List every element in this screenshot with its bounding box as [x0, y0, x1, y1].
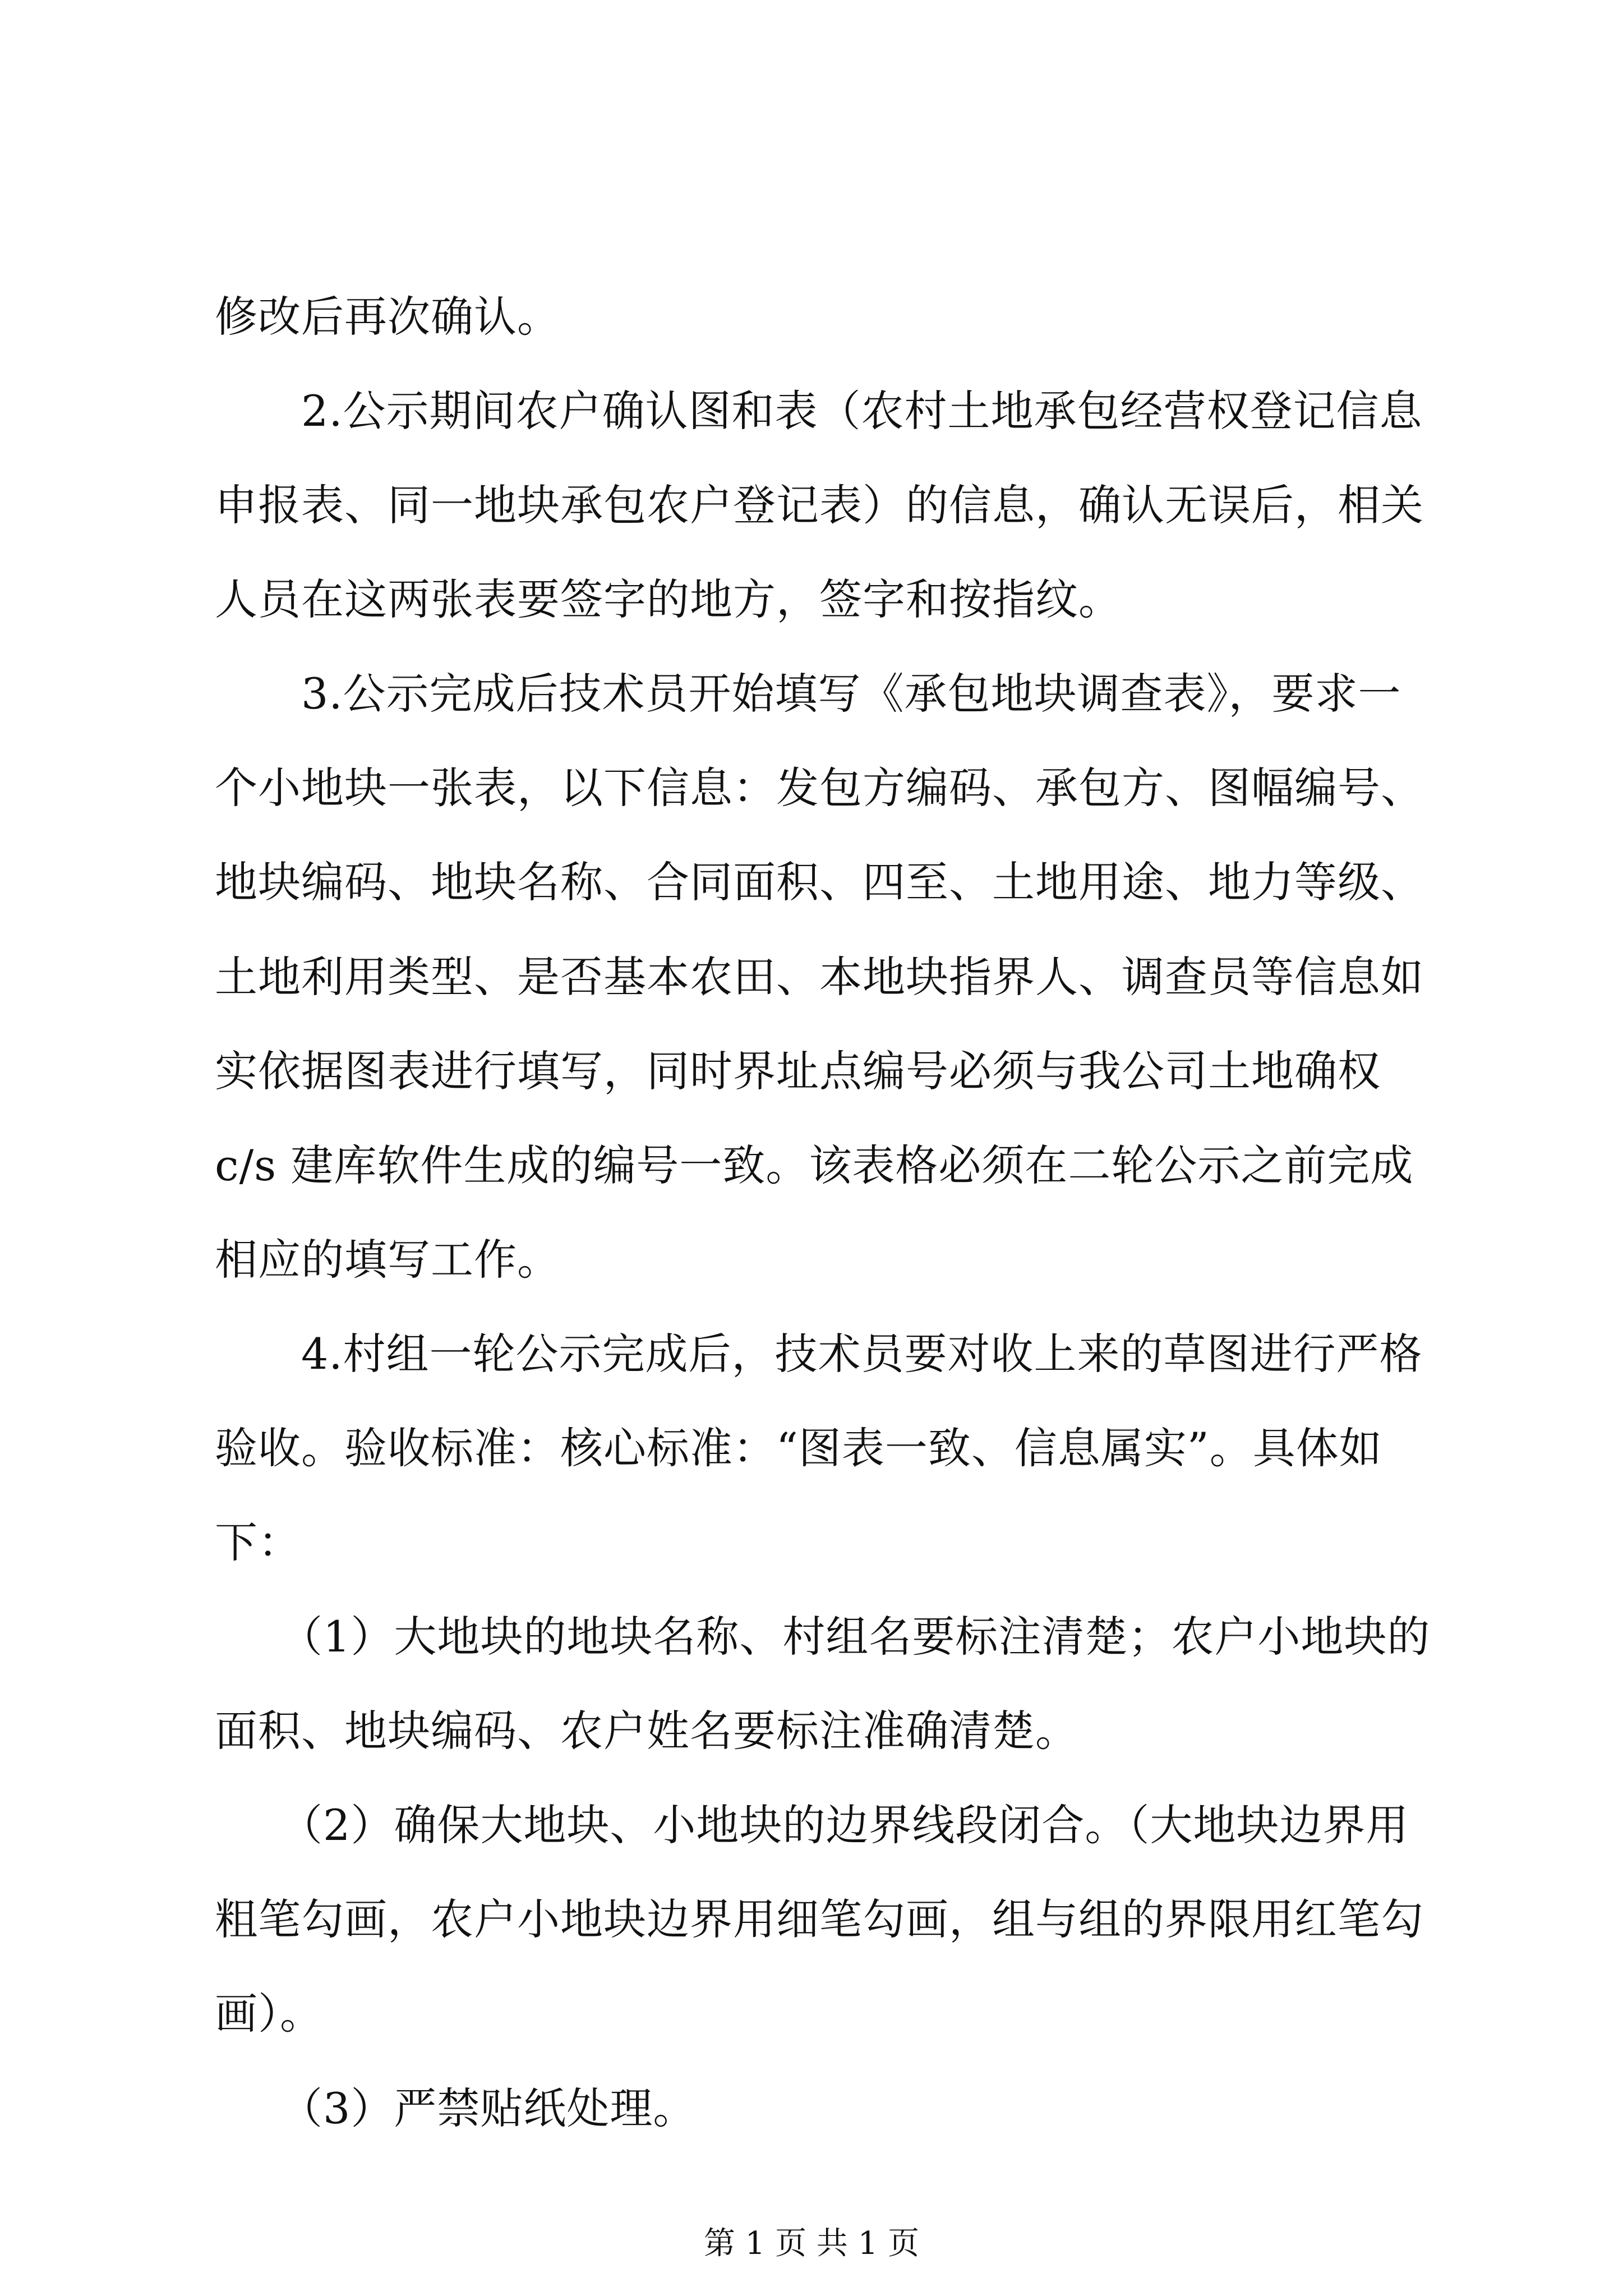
text-line: （3）严禁贴纸处理。	[215, 2083, 697, 2133]
text-line: 修改后再次确认。	[215, 292, 560, 342]
text-line: 实依据图表进行填写，同时界址点编号必须与我公司土地确权	[215, 1046, 1381, 1096]
text-line: 申报表、同一地块承包农户登记表）的信息，确认无误后，相关	[215, 480, 1424, 531]
text-line: c/s 建库软件生成的编号一致。该表格必须在二轮公示之前完成	[215, 1140, 1414, 1190]
text-line: 验收。验收标准：核心标准：“图表一致、信息属实”。具体如	[215, 1423, 1382, 1473]
text-line: 个小地块一张表，以下信息：发包方编码、承包方、图幅编号、	[215, 763, 1424, 813]
text-line: 画）。	[215, 1989, 323, 2039]
text-line: 粗笔勾画，农户小地块边界用细笔勾画，组与组的界限用红笔勾	[215, 1894, 1424, 1945]
text-line: 面积、地块编码、农户姓名要标注准确清楚。	[215, 1706, 1078, 1756]
text-line: 相应的填写工作。	[215, 1234, 560, 1285]
text-line: 土地利用类型、是否基本农田、本地块指界人、调查员等信息如	[215, 951, 1424, 1002]
text-line: 4.村组一轮公示完成后，技术员要对收上来的草图进行严格	[215, 1328, 1423, 1379]
text-line: （1）大地块的地块名称、村组名要标注清楚；农户小地块的	[215, 1612, 1431, 1662]
text-line: （2）确保大地块、小地块的边界线段闭合。（大地块边界用	[215, 1800, 1409, 1851]
text-line: 下：	[215, 1517, 301, 1568]
text-line: 2.公示期间农户确认图和表（农村土地承包经营权登记信息	[215, 386, 1423, 436]
page-footer: 第 1 页 共 1 页	[703, 2225, 920, 2262]
text-line: 地块编码、地块名称、合同面积、四至、土地用途、地力等级、	[215, 857, 1424, 908]
text-line: 3.公示完成后技术员开始填写《承包地块调查表》，要求一	[215, 669, 1401, 719]
text-line: 人员在这两张表要签字的地方，签字和按指纹。	[215, 574, 1122, 625]
